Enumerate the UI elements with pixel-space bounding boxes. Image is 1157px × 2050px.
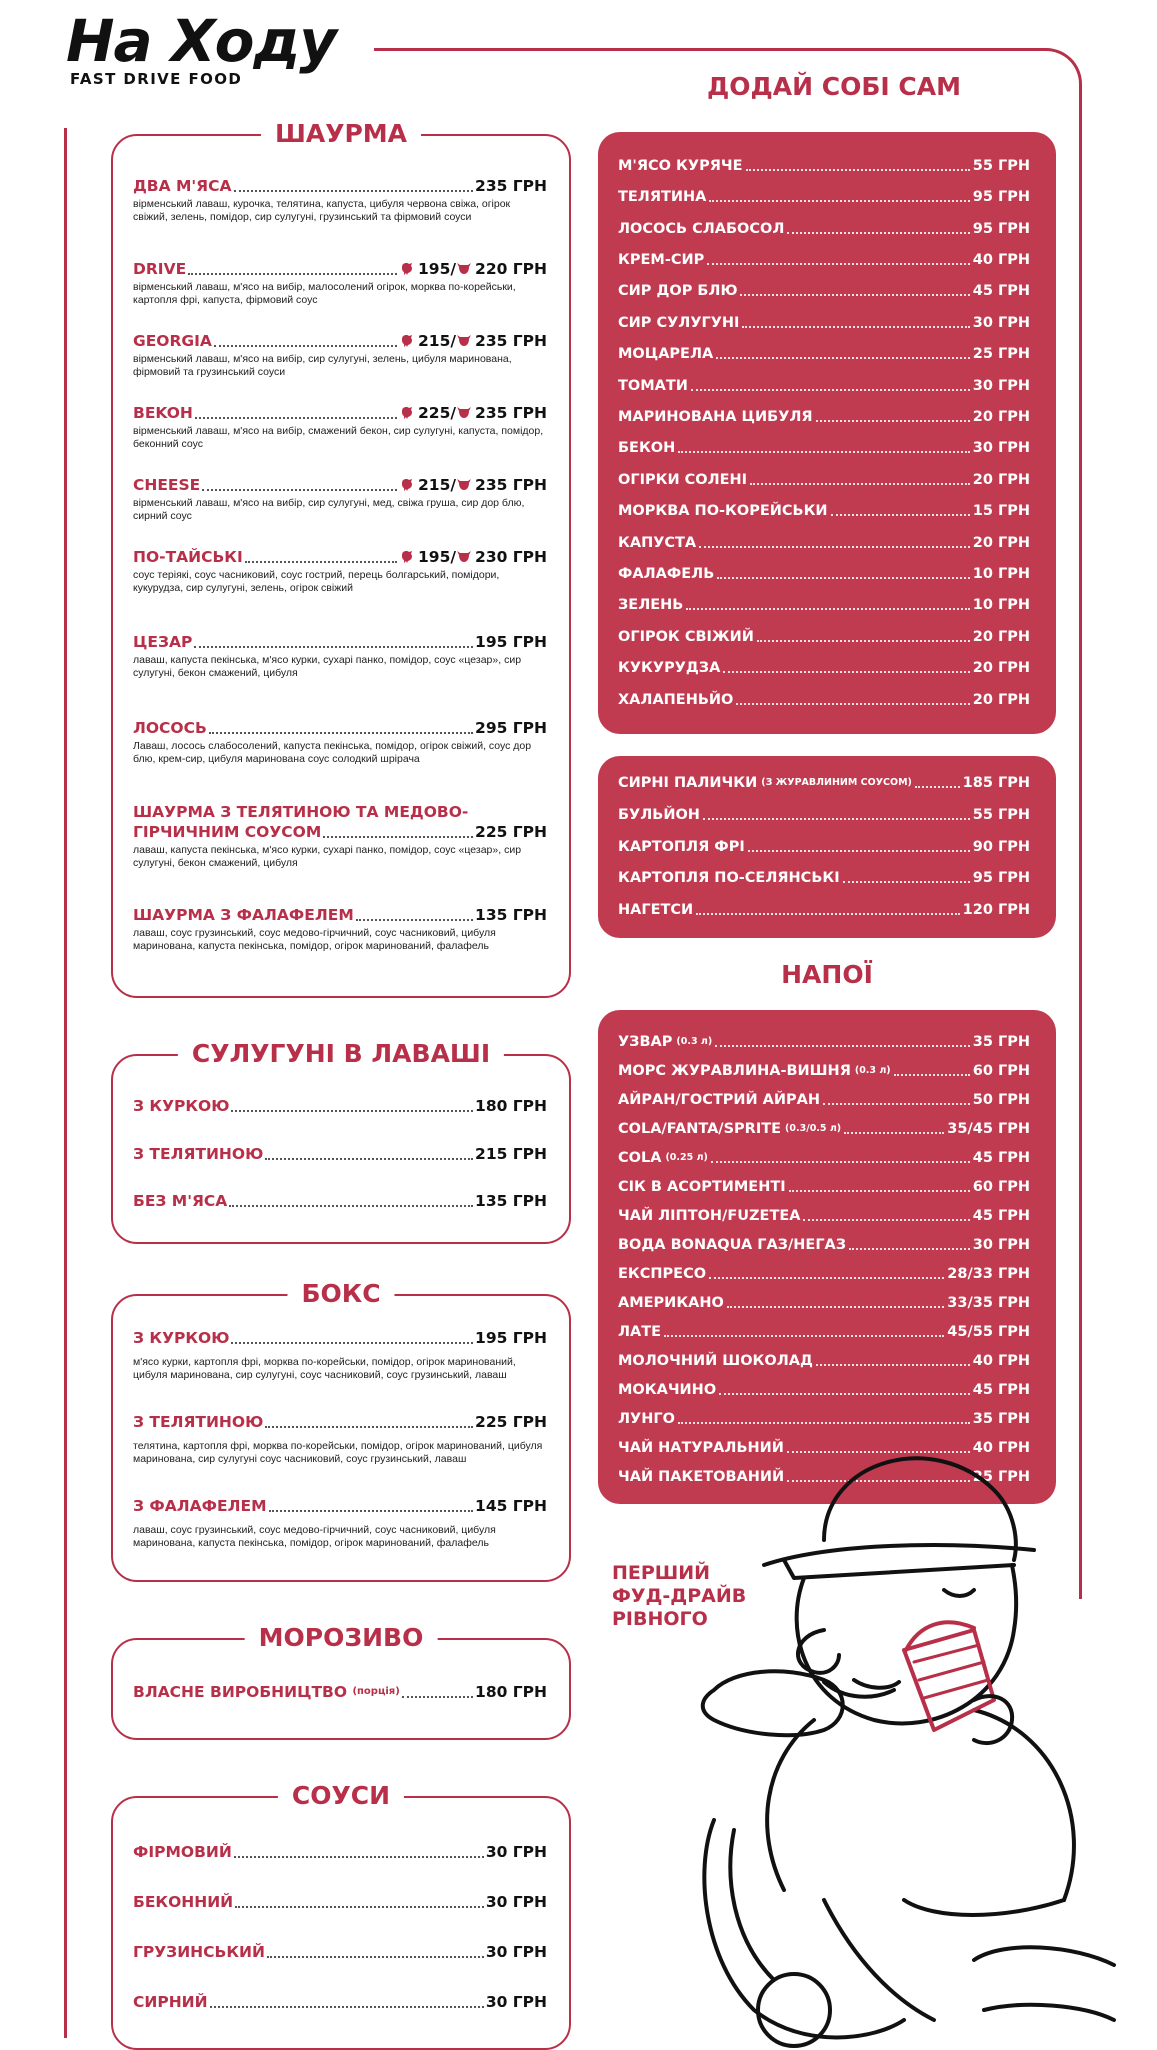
drink-price: 25 ГРН xyxy=(972,1469,1030,1485)
side-row xyxy=(618,774,1030,792)
item-name: БЕКОННИЙ xyxy=(133,1893,234,1911)
addon-name: КРЕМ-СИР xyxy=(618,252,705,268)
item-name: З ТЕЛЯТИНОЮ xyxy=(133,1413,264,1431)
addon-row xyxy=(618,471,1030,489)
chicken-icon xyxy=(399,261,415,275)
drink-price: 40 ГРН xyxy=(972,1353,1030,1369)
addon-name: ТЕЛЯТИНА xyxy=(618,189,707,205)
item-name: ЦЕЗАР xyxy=(133,633,193,651)
box-section xyxy=(111,1279,571,1582)
drink-price: 45 ГРН xyxy=(972,1382,1030,1398)
tagline-line: ФУД-ДРАЙВ xyxy=(612,1585,747,1607)
addon-name: МОРКВА ПО-КОРЕЙСЬКИ xyxy=(618,503,828,519)
item-name: BEKOH xyxy=(133,404,193,422)
addon-name: М'ЯСО КУРЯЧЕ xyxy=(618,158,743,174)
drink-row xyxy=(618,1352,1030,1370)
section-title: БОКС xyxy=(287,1274,394,1314)
side-price: 90 ГРН xyxy=(972,839,1030,855)
addon-name: ЛОСОСЬ СЛАБОСОЛ xyxy=(618,221,785,237)
drink-row xyxy=(618,1323,1030,1341)
menu-item xyxy=(133,1191,547,1211)
addon-row xyxy=(618,157,1030,175)
drink-name: ЧАЙ ЛІПТОН/FUZETEA xyxy=(618,1208,801,1224)
item-name: ПО-ТАЙСЬКІ xyxy=(133,548,243,566)
item-name: З ФАЛАФЕЛЕМ xyxy=(133,1497,267,1515)
addon-price: 40 ГРН xyxy=(972,252,1030,268)
addon-row xyxy=(618,188,1030,206)
section-title: МОРОЗИВО xyxy=(245,1618,438,1658)
section-title: СОУСИ xyxy=(278,1776,404,1816)
addon-row xyxy=(618,282,1030,300)
item-description: лаваш, капуста пекінська, м'ясо курки, сухарі панко, помідор, соус «цезар», сир сулугуні, бекон смажений, цибуля xyxy=(133,654,522,679)
addon-price: 30 ГРН xyxy=(972,440,1030,456)
addon-row xyxy=(618,659,1030,677)
side-name: СИРНІ ПАЛИЧКИ xyxy=(618,775,758,791)
side-row xyxy=(618,901,1030,919)
item-price: 295 ГРН xyxy=(475,719,547,737)
side-price: 95 ГРН xyxy=(972,870,1030,886)
drink-row xyxy=(618,1381,1030,1399)
drink-name: ЕКСПРЕСО xyxy=(618,1266,707,1282)
decorative-left-line xyxy=(64,128,67,2038)
chicken-icon xyxy=(399,333,415,347)
drink-price: 35 ГРН xyxy=(972,1411,1030,1427)
addon-price: 30 ГРН xyxy=(972,315,1030,331)
item-price: 135 ГРН xyxy=(475,906,547,924)
addon-name: КАПУСТА xyxy=(618,535,697,551)
addon-row xyxy=(618,565,1030,583)
addon-price: 25 ГРН xyxy=(972,346,1030,362)
beef-icon xyxy=(456,261,472,275)
item-name: ЛОСОСЬ xyxy=(133,719,207,737)
item-description: лаваш, соус грузинський, соус медово-гірчичний, соус часниковий, цибуля маринована, капуста пекінська, помідор, огірок маринований, фалафель xyxy=(133,927,496,952)
drink-price: 60 ГРН xyxy=(972,1179,1030,1195)
item-name: СИРНИЙ xyxy=(133,1993,208,2011)
item-name: ДВА М'ЯСА xyxy=(133,177,232,195)
addon-price: 10 ГРН xyxy=(972,566,1030,582)
item-price-chicken: 225/ xyxy=(418,404,457,422)
addon-row xyxy=(618,502,1030,520)
item-name: ВЛАСНЕ ВИРОБНИЦТВО xyxy=(133,1683,348,1701)
side-price: 55 ГРН xyxy=(972,807,1030,823)
item-price-beef: 235 ГРН xyxy=(475,332,547,350)
menu-item xyxy=(133,802,547,869)
item-price-beef: 235 ГРН xyxy=(475,404,547,422)
menu-item xyxy=(133,1992,547,2012)
drink-name: ЛУНГО xyxy=(618,1411,675,1427)
brand-logo: На Ходу xyxy=(66,7,337,75)
item-price: 145 ГРН xyxy=(475,1497,547,1515)
suluguni-section xyxy=(111,1039,571,1244)
brand-subtitle: FAST DRIVE FOOD xyxy=(70,70,243,88)
beef-icon xyxy=(456,477,472,491)
drink-row xyxy=(618,1062,1030,1080)
drink-price: 45 ГРН xyxy=(972,1150,1030,1166)
drinks-title: НАПОЇ xyxy=(781,960,873,989)
item-price-chicken: 195/ xyxy=(418,260,457,278)
item-name: З КУРКОЮ xyxy=(133,1097,230,1115)
menu-item xyxy=(133,176,547,223)
item-name: З ТЕЛЯТИНОЮ xyxy=(133,1145,264,1163)
drink-price: 45 ГРН xyxy=(972,1208,1030,1224)
item-price: 135 ГРН xyxy=(475,1192,547,1210)
menu-item xyxy=(133,1496,547,1549)
drink-name: АЙРАН/ГОСТРИЙ АЙРАН xyxy=(618,1092,821,1108)
side-row xyxy=(618,838,1030,856)
item-note: (порція) xyxy=(352,1686,400,1697)
item-name-line1: ШАУРМА З ТЕЛЯТИНОЮ ТА МЕДОВО- xyxy=(133,803,469,821)
item-name: GEORGIA xyxy=(133,332,212,350)
addon-row xyxy=(618,408,1030,426)
drink-price: 30 ГРН xyxy=(972,1237,1030,1253)
item-name: З КУРКОЮ xyxy=(133,1329,230,1347)
icecream-section xyxy=(111,1623,571,1740)
addon-name: ЗЕЛЕНЬ xyxy=(618,597,684,613)
drink-price: 35/45 ГРН xyxy=(947,1121,1030,1137)
tagline-line: ПЕРШИЙ xyxy=(612,1562,711,1584)
menu-item xyxy=(133,1328,547,1381)
addons-title: ДОДАЙ СОБІ САМ xyxy=(707,72,961,101)
drink-row xyxy=(618,1207,1030,1225)
shawarma-section xyxy=(111,119,571,998)
drink-row xyxy=(618,1294,1030,1312)
item-description: вірменський лаваш, курочка, телятина, капуста, цибуля червона свіжа, огірок свіжий, зелень, помідор, сир сулугуні, грузинський та фірмовий соуси xyxy=(133,198,511,223)
menu-item xyxy=(133,331,547,378)
beef-icon xyxy=(456,333,472,347)
item-description: вірменський лаваш, м'ясо на вибір, сир сулугуні, мед, свіжа груша, сир дор блю, сирний соус xyxy=(133,497,525,522)
mascot-scooter-illustration xyxy=(674,1400,1134,2048)
addon-price: 20 ГРН xyxy=(972,472,1030,488)
addon-price: 30 ГРН xyxy=(972,378,1030,394)
addon-price: 45 ГРН xyxy=(972,283,1030,299)
drink-row xyxy=(618,1091,1030,1109)
tagline-line: РІВНОГО xyxy=(612,1608,708,1630)
drink-row xyxy=(618,1236,1030,1254)
addon-row xyxy=(618,220,1030,238)
addon-price: 20 ГРН xyxy=(972,692,1030,708)
item-description: лаваш, соус грузинський, соус медово-гірчичний, соус часниковий, цибуля маринована, капуста пекінська, помідор, огірок маринований, фалафель xyxy=(133,1524,496,1549)
drink-name: ЧАЙ ПАКЕТОВАНИЙ xyxy=(618,1469,785,1485)
addon-row xyxy=(618,628,1030,646)
drink-name: МОРС ЖУРАВЛИНА-ВИШНЯ xyxy=(618,1063,851,1079)
item-price-chicken: 215/ xyxy=(418,476,457,494)
drink-row xyxy=(618,1149,1030,1167)
item-description: вірменський лаваш, м'ясо на вибір, сир сулугуні, зелень, цибуля маринована, фірмовий та грузинський соуси xyxy=(133,353,512,378)
item-name: ГІРЧИЧНИМ СОУСОМ xyxy=(133,823,322,841)
menu-item xyxy=(133,547,547,594)
drink-price: 33/35 ГРН xyxy=(947,1295,1030,1311)
drink-note: (0.25 л) xyxy=(665,1152,708,1163)
addon-price: 55 ГРН xyxy=(972,158,1030,174)
item-price-chicken: 195/ xyxy=(418,548,457,566)
sides-panel xyxy=(598,756,1056,938)
side-row xyxy=(618,869,1030,887)
addon-price: 10 ГРН xyxy=(972,597,1030,613)
addon-name: ФАЛАФЕЛЬ xyxy=(618,566,715,582)
drink-price: 40 ГРН xyxy=(972,1440,1030,1456)
item-description: вірменський лаваш, м'ясо на вибір, смажений бекон, сир сулугуні, капуста, помідор, беконний соус xyxy=(133,425,544,450)
chicken-icon xyxy=(399,549,415,563)
menu-item xyxy=(133,905,547,952)
item-price: 30 ГРН xyxy=(485,1943,547,1961)
addon-row xyxy=(618,251,1030,269)
addon-row xyxy=(618,534,1030,552)
addon-name: МАРИНОВАНА ЦИБУЛЯ xyxy=(618,409,813,425)
side-price: 185 ГРН xyxy=(962,775,1030,791)
side-price: 120 ГРН xyxy=(962,902,1030,918)
side-row xyxy=(618,806,1030,824)
menu-item xyxy=(133,475,547,522)
drink-name: МОКАЧИНО xyxy=(618,1382,717,1398)
menu-item xyxy=(133,1682,547,1702)
drink-name: АМЕРИКАНО xyxy=(618,1295,724,1311)
drink-name: ВОДА BONAQUA ГАЗ/НЕГАЗ xyxy=(618,1237,847,1253)
menu-item xyxy=(133,1842,547,1862)
item-price-beef: 235 ГРН xyxy=(475,476,547,494)
addon-price: 20 ГРН xyxy=(972,660,1030,676)
addon-price: 20 ГРН xyxy=(972,409,1030,425)
drink-price: 60 ГРН xyxy=(972,1063,1030,1079)
item-name: DRIVE xyxy=(133,260,187,278)
side-name: НАГЕТСИ xyxy=(618,902,694,918)
drink-price: 35 ГРН xyxy=(972,1034,1030,1050)
chicken-icon xyxy=(399,405,415,419)
side-note: (З ЖУРАВЛИНИМ СОУСОМ) xyxy=(761,777,912,788)
drink-name: УЗВАР xyxy=(618,1034,673,1050)
item-description: м'ясо курки, картопля фрі, морква по-корейськи, помідор, огірок маринований, цибуля маринована, сир сулугуні, соус часниковий, соус грузинський, лаваш xyxy=(133,1356,516,1381)
drink-row xyxy=(618,1178,1030,1196)
item-price: 30 ГРН xyxy=(485,1843,547,1861)
drink-name: COLA/FANTA/SPRITE xyxy=(618,1121,782,1137)
drink-price: 28/33 ГРН xyxy=(947,1266,1030,1282)
item-name: CHEESE xyxy=(133,476,201,494)
beef-icon xyxy=(456,405,472,419)
drink-note: (0.3 л) xyxy=(854,1065,891,1076)
addon-row xyxy=(618,596,1030,614)
drink-note: (0.3/0.5 л) xyxy=(785,1123,842,1134)
addon-name: ТОМАТИ xyxy=(618,378,688,394)
addons-panel xyxy=(598,132,1056,734)
item-price: 180 ГРН xyxy=(475,1683,547,1701)
item-price-beef: 230 ГРН xyxy=(475,548,547,566)
item-price: 195 ГРН xyxy=(475,633,547,651)
item-price: 235 ГРН xyxy=(475,177,547,195)
item-price: 195 ГРН xyxy=(475,1329,547,1347)
side-name: КАРТОПЛЯ ФРІ xyxy=(618,839,745,855)
item-name: ШАУРМА З ФАЛАФЕЛЕМ xyxy=(133,906,354,924)
item-price: 30 ГРН xyxy=(485,1893,547,1911)
drink-row xyxy=(618,1265,1030,1283)
addon-name: МОЦАРЕЛА xyxy=(618,346,714,362)
beef-icon xyxy=(456,549,472,563)
menu-item xyxy=(133,1144,547,1164)
drink-row xyxy=(618,1120,1030,1138)
addon-row xyxy=(618,691,1030,709)
item-name: БЕЗ М'ЯСА xyxy=(133,1192,228,1210)
menu-item xyxy=(133,1096,547,1116)
drink-name: ЧАЙ НАТУРАЛЬНИЙ xyxy=(618,1440,784,1456)
addon-name: ХАЛАПЕНЬЙО xyxy=(618,692,734,708)
addon-price: 95 ГРН xyxy=(972,221,1030,237)
item-description: Лаваш, лосось слабосолений, капуста пекінська, помідор, огірок свіжий, соус дор блю, крем-сир, цибуля маринована соус солодкий шрірача xyxy=(133,740,532,765)
addon-name: СИР ДОР БЛЮ xyxy=(618,283,738,299)
addon-price: 95 ГРН xyxy=(972,189,1030,205)
drink-name: ЛАТЕ xyxy=(618,1324,662,1340)
addon-name: ОГІРОК СВІЖИЙ xyxy=(618,629,754,645)
item-price: 225 ГРН xyxy=(475,1413,547,1431)
addon-price: 20 ГРН xyxy=(972,535,1030,551)
addon-name: СИР СУЛУГУНІ xyxy=(618,315,740,331)
drink-name: МОЛОЧНИЙ ШОКОЛАД xyxy=(618,1353,813,1369)
addon-row xyxy=(618,345,1030,363)
menu-item xyxy=(133,403,547,450)
item-name: ГРУЗИНСЬКИЙ xyxy=(133,1943,265,1961)
item-price: 215 ГРН xyxy=(475,1145,547,1163)
item-description: телятина, картопля фрі, морква по-корейськи, помідор, огірок маринований, цибуля маринована, сир сулугуні соус часниковий, соус грузинський, лаваш xyxy=(133,1440,543,1465)
sauces-section xyxy=(111,1781,571,2050)
drink-price: 50 ГРН xyxy=(972,1092,1030,1108)
addon-row xyxy=(618,439,1030,457)
addon-price: 20 ГРН xyxy=(972,629,1030,645)
drink-price: 45/55 ГРН xyxy=(947,1324,1030,1340)
menu-page xyxy=(14,0,1142,2048)
side-name: КАРТОПЛЯ ПО-СЕЛЯНСЬКІ xyxy=(618,870,840,886)
section-title: СУЛУГУНІ В ЛАВАШІ xyxy=(178,1034,504,1074)
item-description: лаваш, капуста пекінська, м'ясо курки, сухарі панко, помідор, соус «цезар», сир сулугуні, бекон смажений, цибуля xyxy=(133,844,522,869)
item-description: вірменський лаваш, м'ясо на вибір, малосолений огірок, морква по-корейськи, картопля фрі, капуста, фірмовий соус xyxy=(133,281,516,306)
item-price: 30 ГРН xyxy=(485,1993,547,2011)
drink-row xyxy=(618,1033,1030,1051)
item-price: 180 ГРН xyxy=(475,1097,547,1115)
item-description: соус теріякі, соус часниковий, соус гострий, перець болгарський, помідори, кукурудза, сир сулугуні, зелень, огірок свіжий xyxy=(133,569,500,594)
addon-name: ОГІРКИ СОЛЕНІ xyxy=(618,472,748,488)
menu-item xyxy=(133,1942,547,1962)
addon-row xyxy=(618,314,1030,332)
item-price: 225 ГРН xyxy=(475,823,547,841)
item-price-beef: 220 ГРН xyxy=(475,260,547,278)
addon-price: 15 ГРН xyxy=(972,503,1030,519)
menu-item xyxy=(133,1892,547,1912)
item-name: ФІРМОВИЙ xyxy=(133,1843,232,1861)
side-name: БУЛЬЙОН xyxy=(618,807,700,823)
menu-item xyxy=(133,718,547,765)
item-price-chicken: 215/ xyxy=(418,332,457,350)
chicken-icon xyxy=(399,477,415,491)
drink-note: (0.3 л) xyxy=(676,1036,713,1047)
menu-item xyxy=(133,632,547,679)
addon-row xyxy=(618,377,1030,395)
addon-name: БЕКОН xyxy=(618,440,676,456)
menu-item xyxy=(133,259,547,306)
drink-name: СІК В АСОРТИМЕНТІ xyxy=(618,1179,786,1195)
section-title: ШАУРМА xyxy=(261,114,421,154)
menu-item xyxy=(133,1412,547,1465)
addon-name: КУКУРУДЗА xyxy=(618,660,721,676)
drink-name: COLA xyxy=(618,1150,662,1166)
